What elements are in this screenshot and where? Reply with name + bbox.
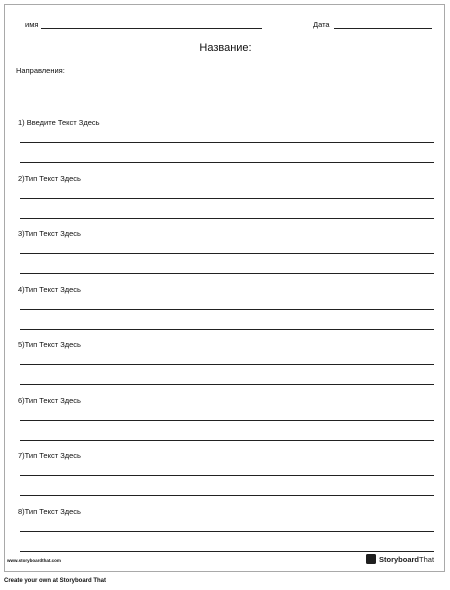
question-prompt: 8)Тип Текст Здесь bbox=[18, 507, 81, 516]
storyboard-that-logo bbox=[366, 553, 434, 565]
answer-line bbox=[20, 495, 434, 496]
question-item bbox=[5, 451, 446, 507]
answer-line bbox=[20, 273, 434, 274]
answer-line bbox=[20, 364, 434, 365]
worksheet-title: Название: bbox=[199, 42, 252, 54]
name-field-line bbox=[41, 28, 262, 29]
question-item bbox=[5, 174, 446, 230]
question-prompt: 2)Тип Текст Здесь bbox=[18, 174, 81, 183]
question-prompt: 1) Введите Текст Здесь bbox=[18, 118, 100, 127]
name-label: имя bbox=[25, 20, 39, 29]
question-item bbox=[5, 340, 446, 396]
question-item bbox=[5, 229, 446, 285]
answer-line bbox=[20, 384, 434, 385]
question-item bbox=[5, 396, 446, 452]
question-prompt: 6)Тип Текст Здесь bbox=[18, 396, 81, 405]
date-label: Дата bbox=[313, 20, 330, 29]
credit-link[interactable]: Create your own at Storyboard That bbox=[4, 578, 107, 584]
answer-line bbox=[20, 531, 434, 532]
answer-line bbox=[20, 142, 434, 143]
answer-line bbox=[20, 198, 434, 199]
question-item bbox=[5, 285, 446, 341]
answer-line bbox=[20, 218, 434, 219]
logo-wordmark: StoryboardThat bbox=[379, 554, 435, 564]
question-prompt: 5)Тип Текст Здесь bbox=[18, 340, 81, 349]
directions-label: Направления: bbox=[16, 66, 65, 75]
storyboard-that-logo-icon bbox=[366, 554, 376, 564]
answer-line bbox=[20, 440, 434, 441]
answer-line bbox=[20, 309, 434, 310]
answer-line bbox=[20, 551, 434, 552]
question-prompt: 7)Тип Текст Здесь bbox=[18, 451, 81, 460]
question-prompt: 4)Тип Текст Здесь bbox=[18, 285, 81, 294]
answer-line bbox=[20, 329, 434, 330]
answer-line bbox=[20, 253, 434, 254]
date-field-line bbox=[334, 28, 432, 29]
worksheet-page bbox=[4, 4, 445, 572]
footer-url: www.storyboardthat.com bbox=[7, 558, 61, 563]
answer-line bbox=[20, 475, 434, 476]
question-item bbox=[5, 118, 446, 174]
question-prompt: 3)Тип Текст Здесь bbox=[18, 229, 81, 238]
answer-line bbox=[20, 162, 434, 163]
answer-line bbox=[20, 420, 434, 421]
